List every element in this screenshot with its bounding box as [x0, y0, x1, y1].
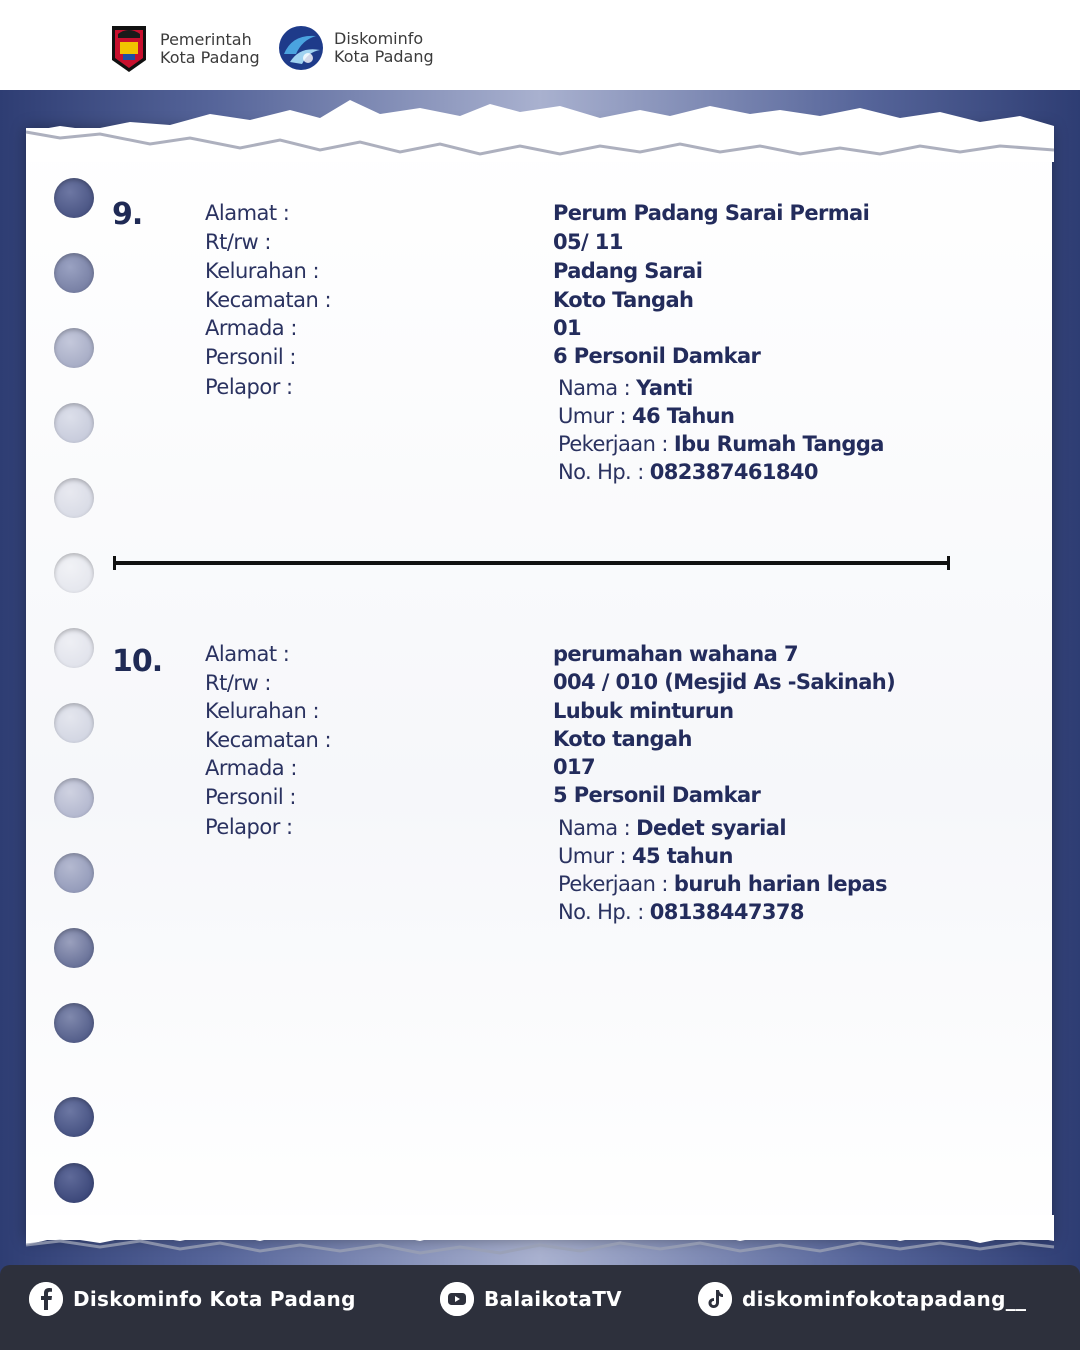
label-personil: Personil : — [205, 345, 296, 369]
pemko-crest-icon — [108, 24, 150, 74]
reporter-hp-label: No. Hp. : — [558, 460, 644, 484]
binder-hole — [54, 328, 94, 368]
reporter-hp-label: No. Hp. : — [558, 900, 644, 924]
binder-hole — [54, 778, 94, 818]
reporter-umur-label: Umur : — [558, 844, 626, 868]
label-pelapor: Pelapor : — [205, 375, 293, 399]
reporter-hp — [558, 460, 818, 484]
reporter-umur — [558, 404, 734, 428]
reporter-hp — [558, 900, 804, 924]
value-kelurahan: Padang Sarai — [553, 259, 703, 283]
value-rtrw: 05/ 11 — [553, 230, 623, 254]
youtube-handle: BalaikotaTV — [484, 1287, 622, 1311]
label-kelurahan: Kelurahan : — [205, 699, 320, 723]
reporter-nama-label: Nama : — [558, 816, 631, 840]
value-personil: 6 Personil Damkar — [553, 344, 761, 368]
binder-hole — [54, 253, 94, 293]
reporter-pekerjaan-value: buruh harian lepas — [673, 872, 887, 896]
pemko-line2: Kota Padang — [160, 48, 260, 67]
diskominfo-line2: Kota Padang — [334, 47, 434, 66]
label-rtrw: Rt/rw : — [205, 671, 271, 695]
value-personil: 5 Personil Damkar — [553, 783, 761, 807]
binder-hole — [54, 928, 94, 968]
label-alamat: Alamat : — [205, 642, 290, 666]
reporter-pekerjaan-value: Ibu Rumah Tangga — [673, 432, 884, 456]
torn-paper-bottom-edge — [20, 1215, 1060, 1270]
diskominfo-logo-group — [278, 24, 434, 72]
diskominfo-logo-text — [334, 30, 434, 66]
binder-hole — [54, 1003, 94, 1043]
reporter-umur — [558, 844, 733, 868]
value-alamat: perumahan wahana 7 — [553, 642, 798, 666]
value-armada: 01 — [553, 316, 582, 340]
reporter-nama — [558, 376, 693, 400]
binder-hole — [54, 703, 94, 743]
kominfo-logo-icon — [278, 24, 324, 72]
reporter-nama — [558, 816, 786, 840]
reporter-nama-value: Dedet syarial — [636, 816, 786, 840]
tiktok-handle: diskominfokotapadang__ — [742, 1287, 1027, 1311]
binder-hole — [54, 1163, 94, 1203]
entry-number: 10. — [112, 644, 163, 679]
pemko-logo-group — [108, 24, 260, 74]
torn-paper-top-edge — [20, 92, 1060, 162]
youtube-icon — [440, 1282, 474, 1316]
reporter-pekerjaan-label: Pekerjaan : — [558, 872, 668, 896]
facebook-handle: Diskominfo Kota Padang — [73, 1287, 356, 1311]
pemko-line1: Pemerintah — [160, 30, 252, 49]
reporter-pekerjaan — [558, 432, 884, 456]
tiktok-link[interactable] — [698, 1282, 1026, 1316]
label-kecamatan: Kecamatan : — [205, 288, 332, 312]
label-armada: Armada : — [205, 316, 297, 340]
pemko-logo-text — [160, 31, 260, 67]
paper-sheet — [26, 128, 1052, 1240]
reporter-hp-value: 082387461840 — [649, 460, 818, 484]
entry-divider — [113, 561, 950, 565]
youtube-link[interactable] — [440, 1282, 622, 1316]
facebook-icon — [29, 1282, 63, 1316]
reporter-hp-value: 08138447378 — [649, 900, 804, 924]
diskominfo-line1: Diskominfo — [334, 29, 424, 48]
facebook-link[interactable] — [29, 1282, 356, 1316]
label-kecamatan: Kecamatan : — [205, 728, 332, 752]
tiktok-icon — [698, 1282, 732, 1316]
reporter-umur-value: 46 Tahun — [632, 404, 735, 428]
reporter-pekerjaan-label: Pekerjaan : — [558, 432, 668, 456]
label-kelurahan: Kelurahan : — [205, 259, 320, 283]
label-armada: Armada : — [205, 756, 297, 780]
binder-hole — [54, 628, 94, 668]
reporter-nama-value: Yanti — [636, 376, 693, 400]
value-armada: 017 — [553, 755, 596, 779]
binder-hole — [54, 853, 94, 893]
label-pelapor: Pelapor : — [205, 815, 293, 839]
value-kecamatan: Koto tangah — [553, 727, 692, 751]
binder-hole — [54, 1097, 94, 1137]
value-kecamatan: Koto Tangah — [553, 288, 694, 312]
label-personil: Personil : — [205, 785, 296, 809]
value-rtrw: 004 / 010 (Mesjid As -Sakinah) — [553, 670, 896, 694]
reporter-umur-label: Umur : — [558, 404, 626, 428]
reporter-umur-value: 45 tahun — [632, 844, 733, 868]
reporter-pekerjaan — [558, 872, 887, 896]
label-alamat: Alamat : — [205, 201, 290, 225]
value-kelurahan: Lubuk minturun — [553, 699, 734, 723]
binder-hole — [54, 553, 94, 593]
binder-hole — [54, 403, 94, 443]
binder-hole — [54, 478, 94, 518]
binder-hole — [54, 178, 94, 218]
value-alamat: Perum Padang Sarai Permai — [553, 201, 870, 225]
reporter-nama-label: Nama : — [558, 376, 631, 400]
entry-number: 9. — [112, 197, 143, 232]
label-rtrw: Rt/rw : — [205, 230, 271, 254]
